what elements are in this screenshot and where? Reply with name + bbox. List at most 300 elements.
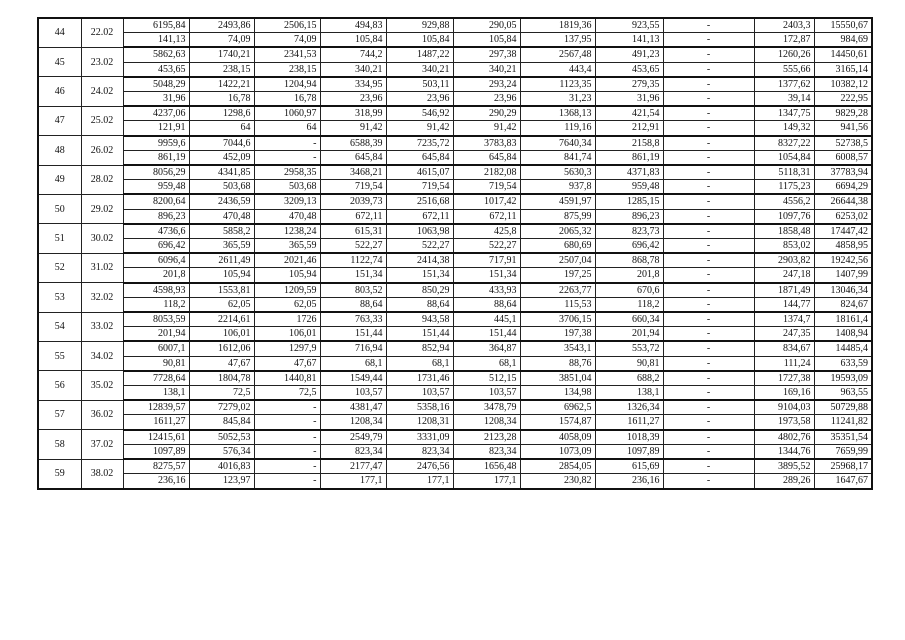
table-cell: 1740,21 (189, 47, 254, 62)
table-row (38, 430, 872, 445)
table-cell: 8327,22 (754, 136, 814, 151)
table-cell: 212,91 (595, 121, 663, 136)
table-cell: 680,69 (520, 239, 595, 254)
table-cell: 1209,59 (254, 283, 320, 298)
table-cell: 576,34 (189, 444, 254, 459)
table-cell: 445,1 (453, 312, 520, 327)
table-cell: 1727,38 (754, 371, 814, 386)
table-cell: 177,1 (453, 474, 520, 489)
row-number: 53 (38, 283, 81, 312)
table-cell: 433,93 (453, 283, 520, 298)
table-cell: 105,94 (254, 268, 320, 283)
table-cell: 672,11 (453, 209, 520, 224)
table-cell: 852,94 (386, 341, 453, 356)
table-cell: 17447,42 (814, 224, 872, 239)
table-cell: 88,64 (386, 297, 453, 312)
table-cell: 1731,46 (386, 371, 453, 386)
table-row (38, 312, 872, 327)
table-cell: - (663, 77, 754, 92)
table-cell: 4736,6 (123, 224, 189, 239)
table-cell: - (663, 268, 754, 283)
row-number: 50 (38, 194, 81, 223)
table-cell: 2158,8 (595, 136, 663, 151)
table-cell: 62,05 (254, 297, 320, 312)
row-number: 46 (38, 77, 81, 106)
table-cell: - (663, 62, 754, 77)
table-cell: 14485,4 (814, 341, 872, 356)
table-cell: 35351,54 (814, 430, 872, 445)
table-cell: 137,95 (520, 33, 595, 48)
table-cell: 111,24 (754, 356, 814, 371)
table-row-secondary (38, 62, 872, 77)
table-cell: 364,87 (453, 341, 520, 356)
table-cell: 1374,7 (754, 312, 814, 327)
table-cell: 68,1 (320, 356, 386, 371)
table-cell: 12415,61 (123, 430, 189, 445)
table-cell: 103,57 (386, 386, 453, 401)
table-cell: 2214,61 (189, 312, 254, 327)
table-cell: 494,83 (320, 18, 386, 33)
table-cell: 115,53 (520, 297, 595, 312)
table-cell: 106,01 (254, 327, 320, 342)
table-cell: 3895,52 (754, 459, 814, 474)
row-number: 54 (38, 312, 81, 341)
table-row-secondary (38, 297, 872, 312)
table-cell: 672,11 (386, 209, 453, 224)
table-cell: 929,88 (386, 18, 453, 33)
table-cell: 2341,53 (254, 47, 320, 62)
table-cell: - (663, 283, 754, 298)
row-date: 28.02 (81, 165, 123, 194)
table-cell: 2263,77 (520, 283, 595, 298)
table-cell: 1238,24 (254, 224, 320, 239)
table-cell: 425,8 (453, 224, 520, 239)
table-cell: - (663, 312, 754, 327)
table-cell: 103,57 (453, 386, 520, 401)
table-cell: 672,11 (320, 209, 386, 224)
table-cell: 2506,15 (254, 18, 320, 33)
table-cell: 453,65 (123, 62, 189, 77)
table-cell: 943,58 (386, 312, 453, 327)
table-cell: 937,8 (520, 180, 595, 195)
table-cell: 1297,9 (254, 341, 320, 356)
table-cell: 151,34 (453, 268, 520, 283)
table-row-secondary (38, 415, 872, 430)
table-cell: 3165,14 (814, 62, 872, 77)
row-date: 25.02 (81, 106, 123, 135)
table-cell: 1097,89 (595, 444, 663, 459)
table-cell: 2854,05 (520, 459, 595, 474)
table-cell: 1054,84 (754, 150, 814, 165)
table-cell: 2177,47 (320, 459, 386, 474)
table-cell: 141,13 (123, 33, 189, 48)
table-cell: 6008,57 (814, 150, 872, 165)
table-cell: 984,69 (814, 33, 872, 48)
table-cell: 3783,83 (453, 136, 520, 151)
table-cell: - (663, 459, 754, 474)
table-cell: 151,44 (386, 327, 453, 342)
data-table (37, 17, 873, 490)
table-cell: 31,23 (520, 92, 595, 107)
table-cell: 1326,34 (595, 400, 663, 415)
table-cell: 290,05 (453, 18, 520, 33)
table-row (38, 283, 872, 298)
table-cell: 197,25 (520, 268, 595, 283)
table-cell: 334,95 (320, 77, 386, 92)
table-cell: 1018,39 (595, 430, 663, 445)
row-number: 47 (38, 106, 81, 135)
table-cell: 247,18 (754, 268, 814, 283)
table-cell: 2549,79 (320, 430, 386, 445)
table-row-secondary (38, 356, 872, 371)
table-cell: 141,13 (595, 33, 663, 48)
table-cell: 5052,53 (189, 430, 254, 445)
table-cell: 8056,29 (123, 165, 189, 180)
table-cell: 645,84 (320, 150, 386, 165)
table-cell: 959,48 (595, 180, 663, 195)
table-row (38, 47, 872, 62)
table-row-secondary (38, 150, 872, 165)
table-cell: 4615,07 (386, 165, 453, 180)
table-cell: 4381,47 (320, 400, 386, 415)
table-cell: 4858,95 (814, 239, 872, 254)
table-cell: 421,54 (595, 106, 663, 121)
table-cell: 5118,31 (754, 165, 814, 180)
table-cell: 850,29 (386, 283, 453, 298)
row-number: 45 (38, 47, 81, 76)
table-row (38, 253, 872, 268)
table-row-secondary (38, 239, 872, 254)
table-row-secondary (38, 444, 872, 459)
table-cell: 151,44 (320, 327, 386, 342)
table-cell: 503,68 (189, 180, 254, 195)
table-cell: 1611,27 (595, 415, 663, 430)
row-number: 58 (38, 430, 81, 459)
row-date: 32.02 (81, 283, 123, 312)
table-cell: 4016,83 (189, 459, 254, 474)
table-cell: 522,27 (386, 239, 453, 254)
table-cell: 72,5 (254, 386, 320, 401)
table-cell: 1487,22 (386, 47, 453, 62)
table-cell: 2493,86 (189, 18, 254, 33)
row-number: 56 (38, 371, 81, 400)
table-cell: - (663, 400, 754, 415)
table-cell: 88,64 (320, 297, 386, 312)
table-cell: 13046,34 (814, 283, 872, 298)
table-cell: - (663, 121, 754, 136)
table-cell: 365,59 (254, 239, 320, 254)
table-cell: 222,95 (814, 92, 872, 107)
table-cell: 16,78 (189, 92, 254, 107)
table-cell: - (254, 415, 320, 430)
row-date: 24.02 (81, 77, 123, 106)
table-cell: 6007,1 (123, 341, 189, 356)
table-cell: 6694,29 (814, 180, 872, 195)
table-cell: 3468,21 (320, 165, 386, 180)
table-cell: 118,2 (595, 297, 663, 312)
table-cell: 1260,26 (754, 47, 814, 62)
row-date: 23.02 (81, 47, 123, 76)
table-cell: 896,23 (595, 209, 663, 224)
table-cell: 1122,74 (320, 253, 386, 268)
table-cell: 118,2 (123, 297, 189, 312)
table-cell: 688,2 (595, 371, 663, 386)
table-row-secondary (38, 180, 872, 195)
table-cell: 2958,35 (254, 165, 320, 180)
table-cell: 744,2 (320, 47, 386, 62)
table-cell: 1574,87 (520, 415, 595, 430)
table-cell: 23,96 (320, 92, 386, 107)
table-cell: 105,84 (386, 33, 453, 48)
table-cell: 1285,15 (595, 194, 663, 209)
table-cell: 74,09 (189, 33, 254, 48)
table-cell: - (663, 150, 754, 165)
table-cell: 121,91 (123, 121, 189, 136)
table-cell: 615,31 (320, 224, 386, 239)
table-cell: 1208,34 (320, 415, 386, 430)
table-cell: 845,84 (189, 415, 254, 430)
table-cell: 5862,63 (123, 47, 189, 62)
table-cell: 1407,99 (814, 268, 872, 283)
row-date: 22.02 (81, 18, 123, 47)
row-number: 49 (38, 165, 81, 194)
table-cell: 64 (254, 121, 320, 136)
table-cell: 803,52 (320, 283, 386, 298)
table-cell: - (663, 209, 754, 224)
table-cell: 2403,3 (754, 18, 814, 33)
table-row (38, 194, 872, 209)
table-cell: 763,33 (320, 312, 386, 327)
table-cell: 834,67 (754, 341, 814, 356)
table-cell: 861,19 (123, 150, 189, 165)
table-cell: 289,26 (754, 474, 814, 489)
table-cell: 5358,16 (386, 400, 453, 415)
row-number: 55 (38, 341, 81, 370)
table-cell: 615,69 (595, 459, 663, 474)
table-cell: 340,21 (386, 62, 453, 77)
table-cell: 1097,76 (754, 209, 814, 224)
table-row-secondary (38, 268, 872, 283)
table-cell: - (663, 239, 754, 254)
row-number: 44 (38, 18, 81, 47)
table-cell: 2903,82 (754, 253, 814, 268)
table-cell: 1804,78 (189, 371, 254, 386)
table-cell: - (663, 136, 754, 151)
table-cell: 172,87 (754, 33, 814, 48)
table-cell: 719,54 (320, 180, 386, 195)
table-cell: 39,14 (754, 92, 814, 107)
table-cell: 138,1 (123, 386, 189, 401)
table-cell: 340,21 (320, 62, 386, 77)
table-cell: 106,01 (189, 327, 254, 342)
table-body (38, 18, 872, 489)
table-cell: 443,4 (520, 62, 595, 77)
table-cell: 197,38 (520, 327, 595, 342)
table-cell: 470,48 (189, 209, 254, 224)
table-cell: 503,68 (254, 180, 320, 195)
table-cell: 238,15 (189, 62, 254, 77)
row-date: 29.02 (81, 194, 123, 223)
table-cell: - (663, 327, 754, 342)
table-cell: 823,73 (595, 224, 663, 239)
table-cell: 4058,09 (520, 430, 595, 445)
table-cell: 696,42 (595, 239, 663, 254)
table-cell: 2476,56 (386, 459, 453, 474)
table-cell: 297,38 (453, 47, 520, 62)
table-cell: - (663, 386, 754, 401)
table-cell: 230,82 (520, 474, 595, 489)
table-cell: 1973,58 (754, 415, 814, 430)
row-date: 36.02 (81, 400, 123, 429)
table-cell: 201,8 (123, 268, 189, 283)
row-date: 30.02 (81, 224, 123, 253)
table-cell: 103,57 (320, 386, 386, 401)
table-cell: 645,84 (453, 150, 520, 165)
table-cell: 1611,27 (123, 415, 189, 430)
table-cell: 3209,13 (254, 194, 320, 209)
table-cell: 169,16 (754, 386, 814, 401)
table-cell: 91,42 (386, 121, 453, 136)
table-cell: - (254, 150, 320, 165)
table-cell: - (663, 341, 754, 356)
table-cell: 123,97 (189, 474, 254, 489)
table-cell: 5048,29 (123, 77, 189, 92)
row-number: 48 (38, 136, 81, 165)
table-cell: 293,24 (453, 77, 520, 92)
table-cell: 201,94 (123, 327, 189, 342)
table-cell: 1208,31 (386, 415, 453, 430)
table-cell: 841,74 (520, 150, 595, 165)
table-cell: 1298,6 (189, 106, 254, 121)
table-cell: 105,84 (453, 33, 520, 48)
table-cell: - (663, 356, 754, 371)
table-cell: 3478,79 (453, 400, 520, 415)
table-cell: 2039,73 (320, 194, 386, 209)
table-cell: 23,96 (386, 92, 453, 107)
table-cell: 6962,5 (520, 400, 595, 415)
table-row-secondary (38, 474, 872, 489)
table-cell: 11241,82 (814, 415, 872, 430)
table-cell: 453,65 (595, 62, 663, 77)
table-cell: 9829,28 (814, 106, 872, 121)
table-cell: 1408,94 (814, 327, 872, 342)
table-cell: 6096,4 (123, 253, 189, 268)
table-cell: 1175,23 (754, 180, 814, 195)
table-cell: 62,05 (189, 297, 254, 312)
table-cell: 959,48 (123, 180, 189, 195)
table-cell: 470,48 (254, 209, 320, 224)
table-cell: - (663, 415, 754, 430)
table-row (38, 136, 872, 151)
table-cell: 290,29 (453, 106, 520, 121)
table-cell: 1123,35 (520, 77, 595, 92)
table-cell: 88,76 (520, 356, 595, 371)
table-row (38, 77, 872, 92)
table-cell: 3331,09 (386, 430, 453, 445)
row-date: 33.02 (81, 312, 123, 341)
table-cell: 896,23 (123, 209, 189, 224)
table-cell: 12839,57 (123, 400, 189, 415)
table-cell: 90,81 (595, 356, 663, 371)
table-cell: - (254, 136, 320, 151)
table-cell: 2065,32 (520, 224, 595, 239)
table-cell: 823,34 (453, 444, 520, 459)
table-cell: 236,16 (123, 474, 189, 489)
table-cell: 1368,13 (520, 106, 595, 121)
table-cell: 201,94 (595, 327, 663, 342)
row-date: 26.02 (81, 136, 123, 165)
table-cell: - (663, 371, 754, 386)
table-cell: 6588,39 (320, 136, 386, 151)
table-cell: 151,34 (320, 268, 386, 283)
table-cell: 2414,38 (386, 253, 453, 268)
table-row (38, 400, 872, 415)
table-cell: 1656,48 (453, 459, 520, 474)
table-cell: 15550,67 (814, 18, 872, 33)
row-date: 37.02 (81, 430, 123, 459)
table-cell: 868,78 (595, 253, 663, 268)
table-cell: 1347,75 (754, 106, 814, 121)
table-cell: 823,34 (320, 444, 386, 459)
table-cell: 7279,02 (189, 400, 254, 415)
table-cell: 25968,17 (814, 459, 872, 474)
table-cell: 177,1 (386, 474, 453, 489)
table-cell: - (663, 444, 754, 459)
table-cell: - (663, 180, 754, 195)
table-cell: 2123,28 (453, 430, 520, 445)
table-cell: 52738,5 (814, 136, 872, 151)
table-cell: 1871,49 (754, 283, 814, 298)
table-cell: 88,64 (453, 297, 520, 312)
table-cell: 37783,94 (814, 165, 872, 180)
row-number: 51 (38, 224, 81, 253)
table-cell: 1858,48 (754, 224, 814, 239)
table-cell: 16,78 (254, 92, 320, 107)
table-row-secondary (38, 92, 872, 107)
table-cell: 5858,2 (189, 224, 254, 239)
table-cell: 2611,49 (189, 253, 254, 268)
table-cell: - (663, 253, 754, 268)
table-cell: - (254, 444, 320, 459)
row-number: 57 (38, 400, 81, 429)
table-cell: 2507,04 (520, 253, 595, 268)
table-cell: 47,67 (189, 356, 254, 371)
table-cell: 1422,21 (189, 77, 254, 92)
table-cell: 31,96 (123, 92, 189, 107)
table-cell: - (254, 459, 320, 474)
table-cell: - (254, 474, 320, 489)
table-cell: 18161,4 (814, 312, 872, 327)
table-cell: 546,92 (386, 106, 453, 121)
table-cell: 138,1 (595, 386, 663, 401)
table-cell: 1726 (254, 312, 320, 327)
table-cell: 2436,59 (189, 194, 254, 209)
table-row (38, 165, 872, 180)
table-row-secondary (38, 209, 872, 224)
row-date: 31.02 (81, 253, 123, 282)
table-cell: 3851,04 (520, 371, 595, 386)
table-row-secondary (38, 327, 872, 342)
table-cell: 1549,44 (320, 371, 386, 386)
table-cell: 5630,3 (520, 165, 595, 180)
table-cell: - (663, 92, 754, 107)
table-cell: - (254, 400, 320, 415)
table-cell: 7640,34 (520, 136, 595, 151)
table-cell: 236,16 (595, 474, 663, 489)
table-cell: 365,59 (189, 239, 254, 254)
table-cell: 7659,99 (814, 444, 872, 459)
table-cell: 19242,56 (814, 253, 872, 268)
